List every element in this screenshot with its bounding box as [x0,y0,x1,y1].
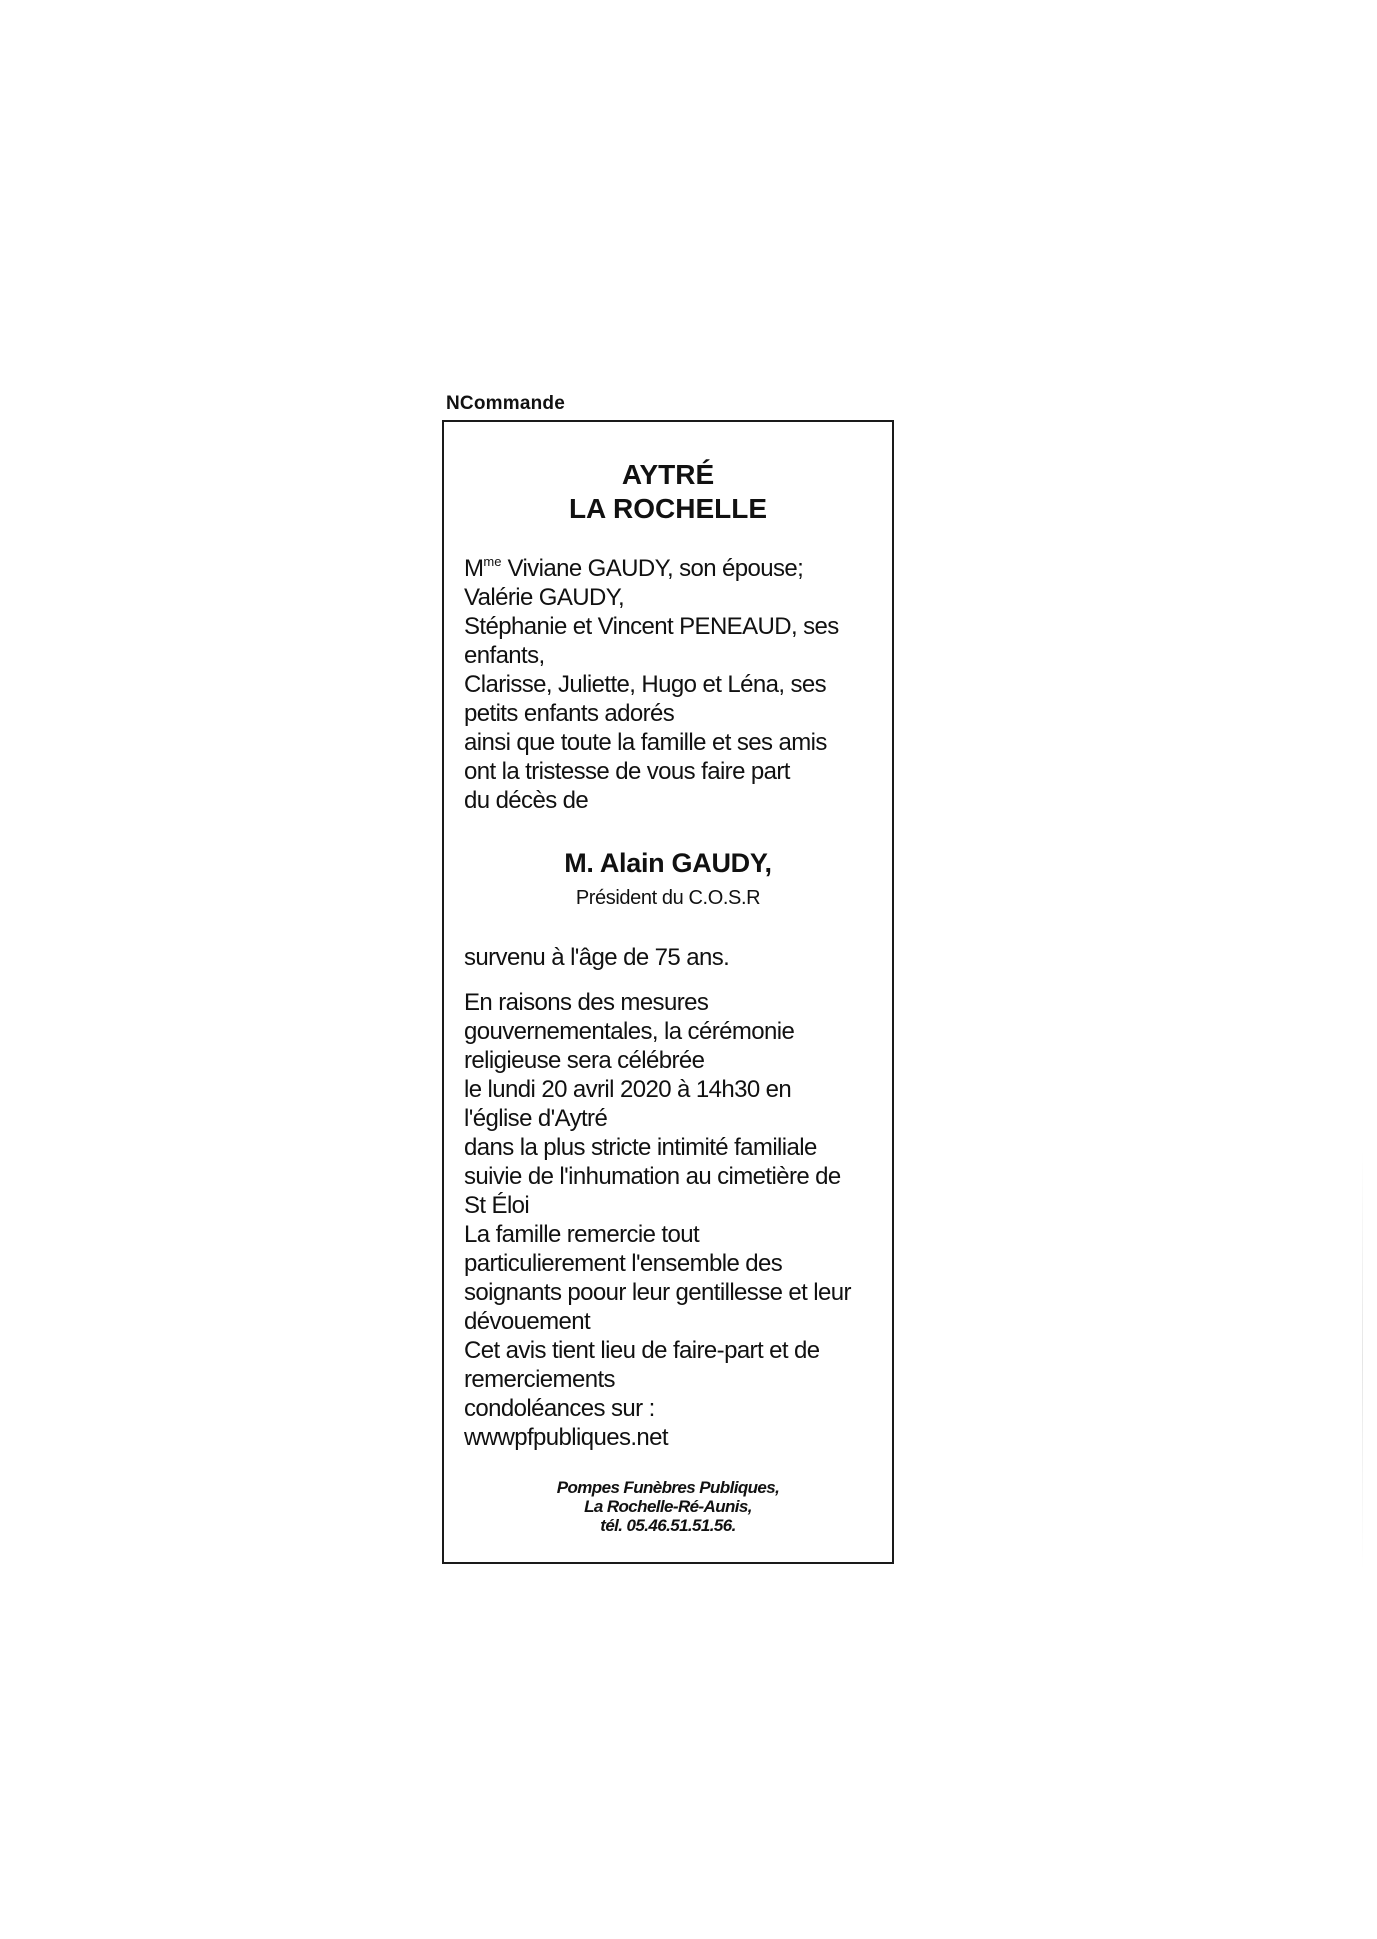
obituary-notice [442,420,894,1564]
family-line: Clarisse, Juliette, Hugo et Léna, ses [464,671,826,698]
family-line: petits enfants adorés [464,700,675,727]
ceremony-line: particulierement l'ensemble des [464,1250,783,1277]
ceremony-line: La famille remercie tout [464,1221,700,1248]
funeral-home-location: La Rochelle-Ré-Aunis, [584,1497,752,1516]
ceremony-line: religieuse sera célébrée [464,1047,705,1074]
family-line: ont la tristesse de vous faire part [464,758,790,785]
funeral-home-signature [444,1478,892,1535]
ceremony-line: dans la plus stricte intimité familiale [464,1134,817,1161]
condolences-url: wwwpfpubliques.net [464,1424,668,1451]
ceremony-line: le lundi 20 avril 2020 à 14h30 en [464,1076,792,1103]
scan-crease [1362,1150,1363,1570]
deceased-name: M. Alain GAUDY, [564,848,772,878]
family-announcement [464,554,884,815]
town-title: LA ROCHELLE [568,493,768,524]
family-line: enfants, [464,642,545,669]
ceremony-details [464,988,884,1452]
funeral-home-name: Pompes Funèbres Publiques, [556,1478,780,1497]
family-line: $M^{me}$ Viviane GAUDY, son épouse; [464,554,804,582]
funeral-home-phone: tél. 05.46.51.51.56. [600,1516,736,1535]
ceremony-line: St Éloi [464,1192,530,1219]
ceremony-line: soignants poour leur gentillesse et leur [464,1279,851,1306]
ceremony-line: suivie de l'inhumation au cimetière de [464,1163,841,1190]
ceremony-line: l'église d'Aytré [464,1105,608,1132]
family-line: ainsi que toute la famille et ses amis [464,729,827,756]
age-line: survenu à l'âge de 75 ans. [464,944,730,971]
family-line: Stéphanie et Vincent PENEAUD, ses [464,613,839,640]
deceased-title: Président du C.O.S.R [575,887,761,909]
town-title: AYTRÉ [621,459,715,490]
order-label: NCommande [446,393,565,414]
ceremony-line: dévouement [464,1308,591,1335]
ceremony-line: Cet avis tient lieu de faire-part et de [464,1337,820,1364]
family-line: du décès de [464,787,589,814]
ceremony-line: gouvernementales, la cérémonie [464,1018,795,1045]
family-line: Valérie GAUDY, [464,584,625,611]
ceremony-line: condoléances sur : [464,1395,655,1422]
ceremony-line: En raisons des mesures [464,989,709,1016]
ceremony-line: remerciements [464,1366,615,1393]
